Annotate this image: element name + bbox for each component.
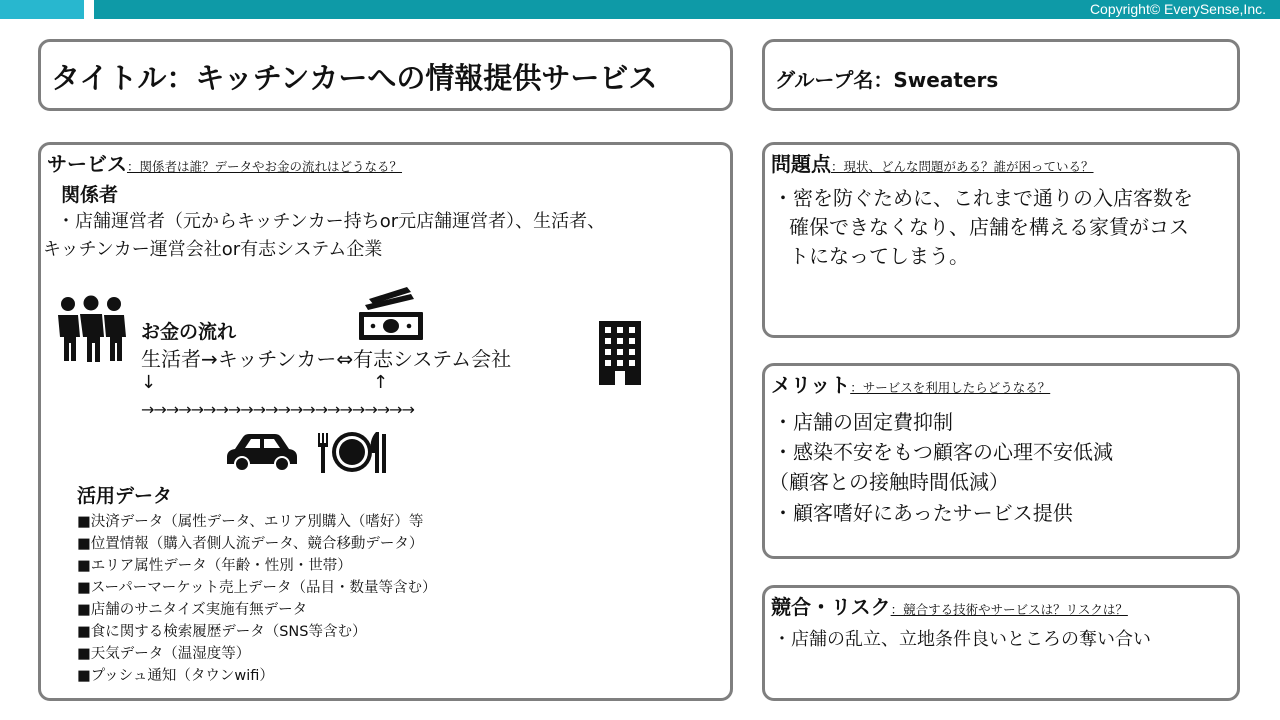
arrow-down: ↓ bbox=[141, 372, 157, 393]
data-item: ■エリア属性データ（年齢・性別・世帯） bbox=[77, 558, 352, 574]
problem-box bbox=[762, 142, 1240, 338]
service-header bbox=[47, 148, 402, 177]
risk-header bbox=[771, 591, 1128, 620]
risk-box bbox=[762, 585, 1240, 701]
problem-line-3: トになってしまう。 bbox=[789, 244, 969, 268]
group-name: グループ名：Sweaters bbox=[775, 68, 999, 92]
merit-line-4: ・顧客嗜好にあったサービス提供 bbox=[773, 501, 1073, 525]
group-box bbox=[762, 39, 1240, 111]
data-item: ■食に関する検索履歴データ（SNS等含む） bbox=[77, 624, 367, 640]
risk-question: ：競合する技術やサービスは？リスクは？ bbox=[890, 602, 1128, 617]
page-title: タイトル：キッチンカーへの情報提供サービス bbox=[51, 61, 658, 95]
risk-line: ・店舗の乱立、立地条件良いところの奪い合い bbox=[773, 629, 1151, 650]
merit-header bbox=[771, 369, 1050, 398]
problem-line-1: ・密を防ぐために、これまで通りの入店客数を bbox=[773, 186, 1193, 210]
problem-heading: 問題点 bbox=[771, 152, 831, 176]
people-icon bbox=[55, 295, 127, 363]
stakeholders-line-1: ・店舗運営者（元からキッチンカー持ちor元店舗運営者）、生活者、 bbox=[57, 211, 606, 232]
top-bar bbox=[0, 0, 1280, 19]
top-bar-accent bbox=[0, 0, 84, 19]
merit-line-2: ・感染不安をもつ顧客の心理不安低減 bbox=[773, 440, 1113, 464]
stakeholders-title: 関係者 bbox=[61, 184, 119, 206]
problem-line-2: 確保できなくなり、店舗を構える家賃がコス bbox=[789, 215, 1189, 239]
money-flow-text: 生活者→キッチンカー⇔有志システム会社 bbox=[141, 347, 512, 371]
copyright-text: Copyright© EverySense,Inc. bbox=[1089, 1, 1266, 17]
money-icon bbox=[355, 285, 427, 343]
problem-header bbox=[771, 148, 1094, 177]
service-heading: サービス bbox=[47, 152, 127, 176]
arrow-row: →→→→→→→→→→→→→→→→→→→→→→ bbox=[141, 400, 414, 419]
service-question: ：関係者は誰？データやお金の流れはどうなる？ bbox=[127, 159, 403, 174]
data-item: ■位置情報（購入者側人流データ、競合移動データ） bbox=[77, 536, 424, 552]
merit-line-3: （顧客との接触時間低減） bbox=[769, 470, 1009, 494]
merit-line-1: ・店舗の固定費抑制 bbox=[773, 410, 953, 434]
data-item: ■スーパーマーケット売上データ（品目・数量等含む） bbox=[77, 580, 437, 596]
stakeholders-line-2: キッチンカー運営会社or有志システム企業 bbox=[43, 239, 383, 260]
data-item: ■天気データ（温湿度等） bbox=[77, 646, 251, 662]
arrow-up: ↑ bbox=[373, 372, 389, 393]
service-box bbox=[38, 142, 733, 701]
top-bar-gap bbox=[84, 0, 94, 19]
title-box bbox=[38, 39, 733, 111]
merit-heading: メリット bbox=[771, 373, 851, 397]
merit-box bbox=[762, 363, 1240, 559]
merit-question: ：サービスを利用したらどうなる？ bbox=[850, 380, 1051, 395]
data-item: ■プッシュ通知（タウンwifi） bbox=[77, 668, 274, 684]
car-icon bbox=[225, 433, 299, 473]
data-item: ■店舗のサニタイズ実施有無データ bbox=[77, 602, 308, 618]
money-flow-title: お金の流れ bbox=[141, 321, 237, 343]
data-title: 活用データ bbox=[77, 485, 173, 507]
building-icon bbox=[597, 319, 643, 387]
data-item: ■決済データ（属性データ、エリア別購入（嗜好）等 bbox=[77, 514, 424, 530]
dining-icon bbox=[314, 429, 390, 475]
risk-heading: 競合・リスク bbox=[771, 595, 891, 619]
problem-question: ：現状、どんな問題がある？誰が困っている？ bbox=[831, 159, 1094, 174]
